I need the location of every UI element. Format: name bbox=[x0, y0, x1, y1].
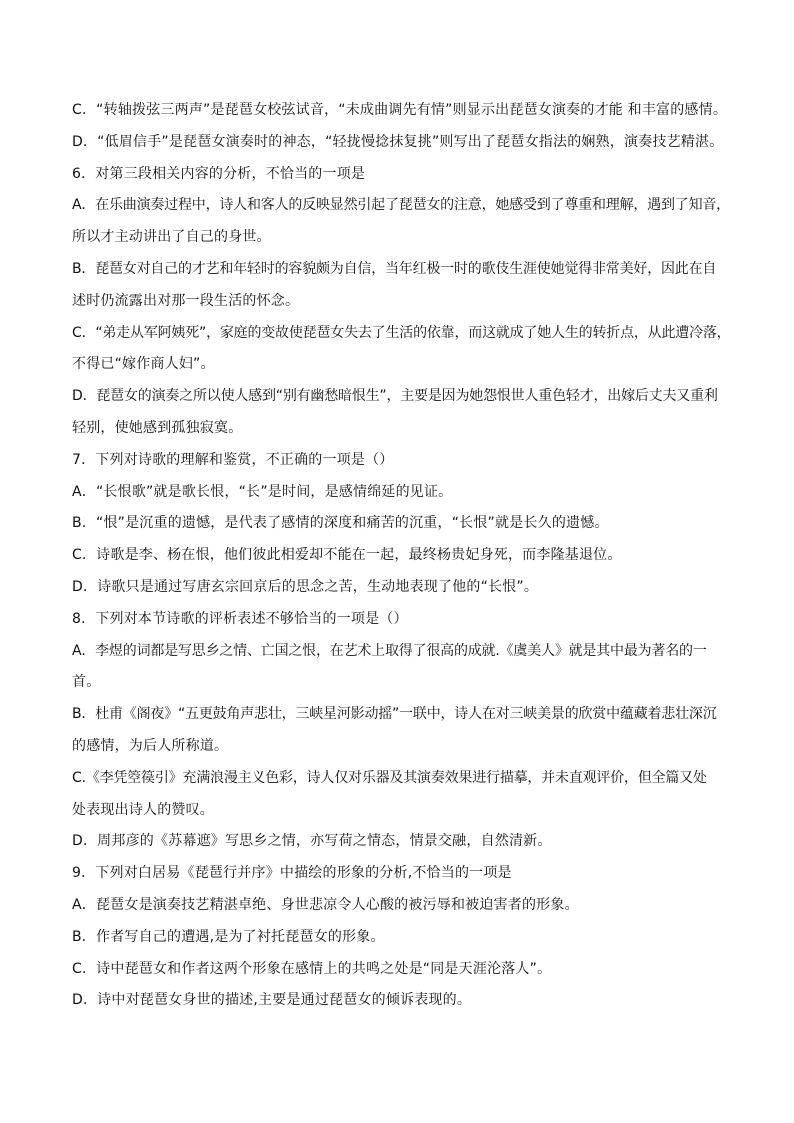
q9-option-c: C．诗中琵琶女和作者这两个形象在感情上的共鸣之处是“同是天涯沦落人”。 bbox=[72, 960, 552, 977]
q6-stem: 6．对第三段相关内容的分析，不恰当的一项是 bbox=[72, 165, 366, 182]
q6-option-c-cont: 不得已“嫁作商人妇”。 bbox=[72, 356, 215, 373]
q6-option-d: D．琵琶女的演奏之所以使人感到“别有幽愁暗恨生”，主要是因为她怨恨世人重色轻才，出嫁后丈夫又重利 bbox=[72, 388, 718, 405]
q8-option-c-cont: 处表现出诗人的赞叹。 bbox=[72, 801, 214, 818]
q8-option-a-cont: 首。 bbox=[72, 674, 101, 691]
q8-option-d: D．周邦彦的《苏幕遮》写思乡之情，亦写荷之情态，情景交融，自然清新。 bbox=[72, 833, 552, 850]
q6-option-a: A．在乐曲演奏过程中，诗人和客人的反映显然引起了琵琶女的注意，她感受到了尊重和理解，遇到了知音， bbox=[72, 197, 730, 214]
q6-option-c: C．“弟走从军阿姨死”，家庭的变故使琵琶女失去了生活的依靠，而这就成了她人生的转折点，从此遭冷落， bbox=[72, 324, 731, 341]
q5-option-d: D．“低眉信手”是琵琶女演奏时的神态，“轻拢慢捻抹复挑”则写出了琵琶女指法的娴熟，演奏技艺精湛。 bbox=[72, 133, 724, 150]
q8-option-a: A．李煜的词都是写思乡之情、亡国之恨，在艺术上取得了很高的成就.《虞美人》就是其中最为著名的一 bbox=[72, 642, 707, 659]
q6-option-a-cont: 所以才主动讲出了自己的身世。 bbox=[72, 229, 271, 246]
q6-option-b-cont: 述时仍流露出对那一段生活的怀念。 bbox=[72, 292, 300, 309]
q8-stem: 8．下列对本节诗歌的评析表述不够恰当的一项是（） bbox=[72, 610, 408, 627]
q7-option-b: B．“恨”是沉重的遗憾，是代表了感情的深度和痛苦的沉重，“长恨”就是长久的遗憾。 bbox=[72, 515, 609, 532]
q8-option-b-cont: 的感情，为后人所称道。 bbox=[72, 737, 229, 754]
document-body bbox=[72, 95, 731, 1017]
q9-stem: 9．下列对白居易《琵琶行并序》中描绘的形象的分析,不恰当的一项是 bbox=[72, 865, 512, 882]
q8-option-c: C.《李凭箜篌引》充满浪漫主义色彩，诗人仅对乐器及其演奏效果进行描摹，并未直观评价，但全篇又处 bbox=[72, 769, 707, 786]
q8-option-b: B．杜甫《阁夜》“五更鼓角声悲壮，三峡星河影动摇”一联中，诗人在对三峡美景的欣赏中蕴藏着悲壮深沉 bbox=[72, 706, 717, 723]
q9-option-a: A．琵琶女是演奏技艺精湛卓绝、身世悲凉令人心酸的被污辱和被迫害者的形象。 bbox=[72, 896, 579, 913]
q7-option-c: C．诗歌是李、杨在恨，他们彼此相爱却不能在一起，最终杨贵妃身死，而李隆基退位。 bbox=[72, 547, 622, 564]
q7-option-d: D．诗歌只是通过写唐玄宗回京后的思念之苦，生动地表现了他的“长恨”。 bbox=[72, 578, 539, 595]
q9-option-b: B．作者写自己的遭遇,是为了衬托琵琶女的形象。 bbox=[72, 928, 385, 945]
q6-option-d-cont: 轻别，使她感到孤独寂寞。 bbox=[72, 419, 243, 436]
q6-option-b: B．琵琶女对自己的才艺和年轻时的容貌颇为自信，当年红极一时的歌伎生涯使她觉得非常美好，因此在自 bbox=[72, 260, 717, 277]
q9-option-d: D．诗中对琵琶女身世的描述,主要是通过琵琶女的倾诉表现的。 bbox=[72, 992, 472, 1009]
q7-option-a: A．“长恨歌”就是歌长恨，“长”是时间，是感情绵延的见证。 bbox=[72, 483, 453, 500]
q5-option-c: C．“转轴拨弦三两声”是琵琶女校弦试音，“未成曲调先有情”则显示出琵琶女演奏的才能 和丰富的感情。 bbox=[72, 102, 728, 118]
q7-stem: 7．下列对诗歌的理解和鉴赏，不正确的一项是（） bbox=[72, 451, 394, 468]
